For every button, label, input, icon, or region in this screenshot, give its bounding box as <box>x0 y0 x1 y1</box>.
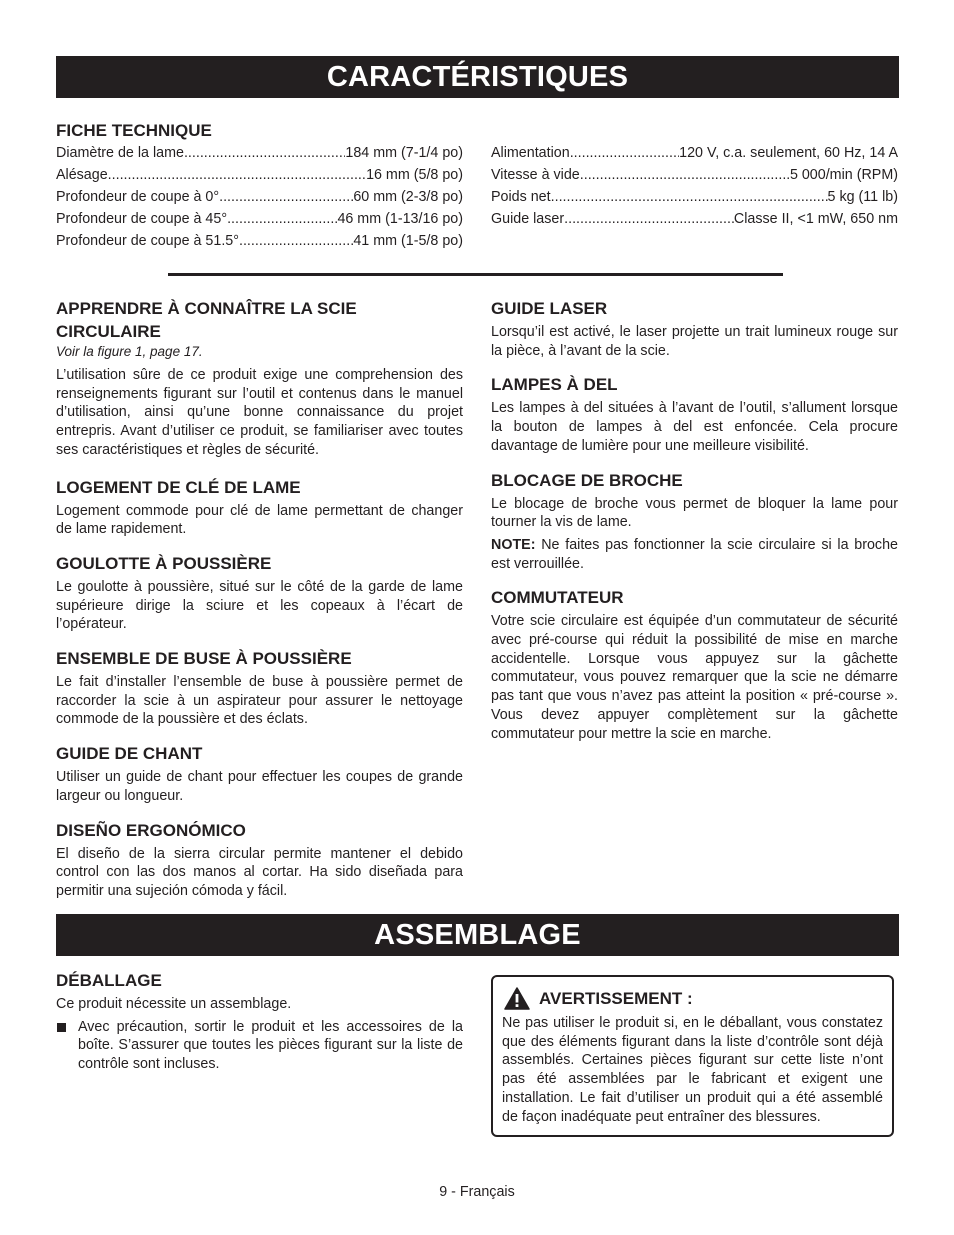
section-text-ergo: El diseño de la sierra circular permite mantener el debido control con las dos manos al cortar. Ha sido diseñada para permitir una sujeción cómoda y fácil. <box>56 845 463 899</box>
spec-row: Poids net ..... 5 kg (11 lb) <box>491 186 898 208</box>
list-item: Avec précaution, sortir le produit et les accessoires de la boîte. S’assurer que toutes les pièces figurant sur la liste de contrôle sont incluses. <box>56 1018 463 1074</box>
spec-row: Diamètre de la lame ..... 184 mm (7-1/4 po) <box>56 142 463 164</box>
spec-row: Profondeur de coupe à 0° ..... 60 mm (2-3/8 po) <box>56 186 463 208</box>
warning-box <box>491 975 894 1137</box>
section-text-goulotte: Le goulotte à poussière, situé sur le côté de la garde de lame supérieure dirige la sciure et les copeaux à l’écart de l’opérateur. <box>56 578 463 633</box>
section-title-broche: BLOCAGE DE BROCHE <box>491 470 683 490</box>
fiche-technique-right <box>491 142 898 230</box>
page-footer: 9 - Français <box>439 1184 515 1200</box>
spec-row: Alésage ..... 16 mm (5/8 po) <box>56 164 463 186</box>
section-text-laser: Lorsqu’il est activé, le laser projette un trait lumineux rouge sur la pièce, à l’avant de la scie. <box>491 324 898 359</box>
section-title-lampes: LAMPES À DEL <box>491 375 618 395</box>
section-divider <box>168 273 783 276</box>
bullet-square-icon <box>57 1023 66 1032</box>
features-left-column <box>56 297 463 901</box>
note-text: Ne faites pas fonctionner la scie circulaire si la broche est verrouillée. <box>491 536 898 572</box>
section-text-chant: Utiliser un guide de chant pour effectuer les coupes de grande largeur ou longueur. <box>56 769 463 804</box>
warning-text: Ne pas utiliser le produit si, en le déballant, vous constatez que des éléments figurant dans la liste d’contrôle sont déjà assemblés. Certaines pièces figurant sur cette liste n’ont pas été assemblées par le fabricant et exigent une installation. Le fait d’utiliser un produit qui a été assemblé de façon inadéquate peut entraîner des blessures. <box>502 1015 883 1125</box>
section-title-goulotte: GOULOTTE À POUSSIÈRE <box>56 553 272 573</box>
section-text-commutateur: Votre scie circulaire est équipée d’un commutateur de sécurité avec pré-course qui réduit la possibilité de mise en marche accidentelle. Lorsque vous appuyez sur la gâchette commutateur, vous pouvez remarquer que la scie ne démarre pas tant que vous n’avez pas atteint la position « pré-course ». Vous devez appuyer complètement sur la gâchette commutateur pour mettre la scie en marche. <box>491 613 898 742</box>
spec-row: Profondeur de coupe à 45° ..... 46 mm (1-13/16 po) <box>56 208 463 230</box>
section-title-logement: LOGEMENT DE CLÉ DE LAME <box>56 477 301 497</box>
warning-header <box>504 987 883 1010</box>
section-text-apprendre: L’utilisation sûre de ce produit exige une comprehension des renseignements figurant sur l’outil et contenus dans le manuel d’utilisation, ainsi qu’une bonne connaissance du projet entrepris. Avant d’utiliser ce produit, se familiariser avec toutes ses caractéristiques et règles de sécurité. <box>56 367 463 458</box>
section-banner-assemblage: ASSEMBLAGE <box>56 914 899 956</box>
fiche-technique-left <box>56 119 463 252</box>
deballage-section <box>56 969 463 1074</box>
warning-triangle-icon <box>504 987 530 1010</box>
spec-row: Guide laser ..... Classe II, <1 mW, 650 nm <box>491 208 898 230</box>
section-text-broche: Le blocage de broche vous permet de bloquer la lame pour tourner la vis de lame. <box>491 495 898 531</box>
section-text-buse: Le fait d’installer l’ensemble de buse à poussière permet de raccorder la scie à un aspirateur pour assurer le nettoyage commode de la poussière et des éclats. <box>56 674 463 728</box>
section-text-logement: Logement commode pour clé de lame permettant de changer de lame rapidement. <box>56 502 463 538</box>
section-text-lampes: Les lampes à del situées à l’avant de l’outil, s’allument lorsque la bouton de lampes à del est enfoncée. Cela procure davantage de lumière pour une meilleure visibilité. <box>491 400 898 454</box>
fiche-technique-title: FICHE TECHNIQUE <box>56 121 212 140</box>
note-paragraph <box>491 536 898 573</box>
deballage-text: Ce produit nécessite un assemblage. <box>56 996 292 1012</box>
section-title-chant: GUIDE DE CHANT <box>56 744 203 764</box>
section-title-deballage: DÉBALLAGE <box>56 971 162 990</box>
warning-title: AVERTISSEMENT : <box>539 988 693 1008</box>
spec-row: Profondeur de coupe à 51.5° ..... 41 mm (1-5/8 po) <box>56 230 463 252</box>
section-title-laser: GUIDE LASER <box>491 299 608 318</box>
section-title-buse: ENSEMBLE DE BUSE À POUSSIÈRE <box>56 649 352 669</box>
section-banner-caracteristiques: CARACTÉRISTIQUES <box>56 56 899 98</box>
section-title-commutateur: COMMUTATEUR <box>491 588 624 608</box>
note-label: NOTE: <box>491 536 536 553</box>
spec-row: Alimentation ..... 120 V, c.a. seulement, 60 Hz, 14 A <box>491 142 898 164</box>
figure-reference: Voir la figure 1, page 17. <box>56 344 203 359</box>
section-title-ergo: DISEÑO ERGONÓMICO <box>56 820 246 840</box>
spec-row: Vitesse à vide ..... 5 000/min (RPM) <box>491 164 898 186</box>
section-title-apprendre: APPRENDRE À CONNAÎTRE LA SCIE CIRCULAIRE <box>56 299 357 341</box>
features-right-column <box>491 297 898 743</box>
